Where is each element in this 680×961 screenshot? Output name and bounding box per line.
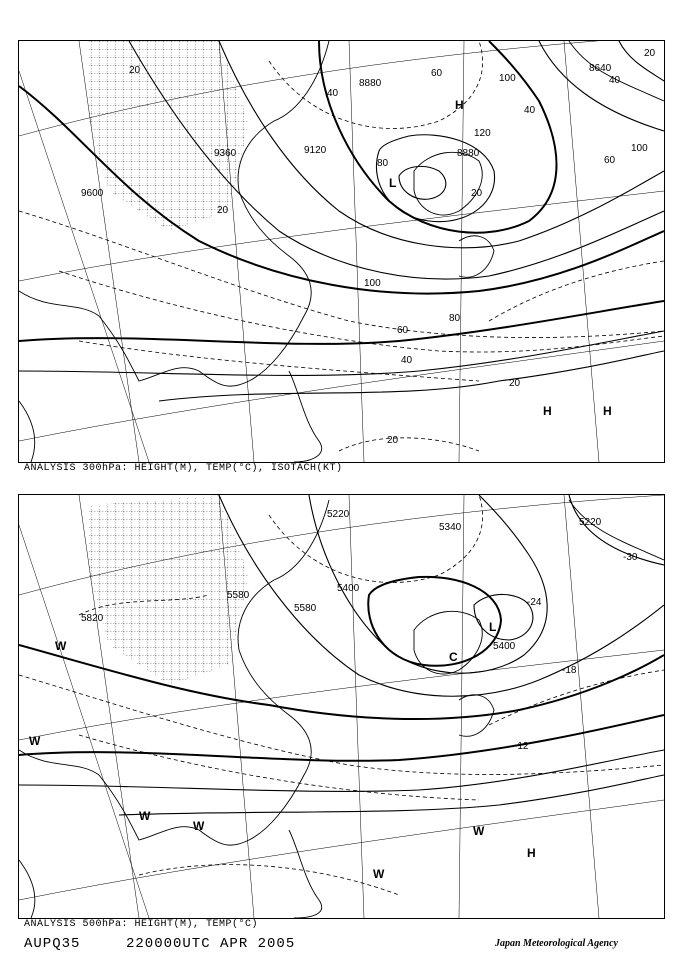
map-panel-300hpa <box>18 40 665 463</box>
isotach-label: 100 <box>631 143 648 154</box>
isotach-label: 20 <box>217 205 229 216</box>
height-label: 9120 <box>304 145 327 156</box>
high-center: H <box>527 846 536 860</box>
height-label: 5820 <box>81 613 104 624</box>
map-500hpa-svg <box>19 495 664 918</box>
isotach-label: 40 <box>401 355 413 366</box>
warm-center: W <box>29 734 41 748</box>
isotach-label: 60 <box>431 68 443 79</box>
isotach-label: 40 <box>609 75 621 86</box>
height-label: 5580 <box>294 603 317 614</box>
terrain-hatch <box>89 41 249 231</box>
isotach-label: 20 <box>129 65 141 76</box>
height-label: 8880 <box>457 148 480 159</box>
chart-code: AUPQ35 <box>24 936 81 952</box>
valid-time: 220000UTC APR 2005 <box>126 936 296 952</box>
caption-500hpa: ANALYSIS 500hPa: HEIGHT(M), TEMP(°C) <box>24 919 259 930</box>
terrain-hatch <box>89 495 249 685</box>
warm-center: W <box>373 867 385 881</box>
warm-center: W <box>473 824 485 838</box>
warm-center: W <box>55 639 67 653</box>
high-center: H <box>603 404 612 418</box>
height-label: 8640 <box>589 63 612 74</box>
height-label: 5220 <box>327 509 350 520</box>
height-label: 5400 <box>493 641 516 652</box>
temperature-labels <box>514 552 638 752</box>
isotherm-label: -18 <box>562 665 577 676</box>
isotach-label: 20 <box>471 188 483 199</box>
low-center: L <box>489 620 497 634</box>
agency-name: Japan Meteorological Agency <box>495 938 618 949</box>
height-label: 8880 <box>359 78 382 89</box>
isotach-label: 20 <box>387 435 399 446</box>
warm-center: W <box>139 809 151 823</box>
warm-center: W <box>193 819 205 833</box>
isotherm-label: -24 <box>527 597 542 608</box>
low-center: L <box>389 176 397 190</box>
isotach-label: 120 <box>474 128 491 139</box>
isotach-label: 20 <box>509 378 521 389</box>
height-label: 5580 <box>227 590 250 601</box>
height-label: 5220 <box>579 517 602 528</box>
height-label: 5340 <box>439 522 462 533</box>
isotach-label: 20 <box>644 48 656 59</box>
pressure-centers <box>389 98 612 418</box>
isotach-label: 60 <box>604 155 616 166</box>
isotherm-label: -12 <box>514 741 529 752</box>
high-center: H <box>543 404 552 418</box>
isotach-label: 100 <box>364 278 381 289</box>
isotach-label: 60 <box>397 325 409 336</box>
map-300hpa-svg <box>19 41 664 462</box>
height-label: 9360 <box>214 148 237 159</box>
isotach-label: 100 <box>499 73 516 84</box>
height-label: 9600 <box>81 188 104 199</box>
cold-center: C <box>449 650 458 664</box>
isotach-label: 80 <box>449 313 461 324</box>
high-center: H <box>455 98 464 112</box>
isotherm-label: -30 <box>623 552 638 563</box>
map-panel-500hpa <box>18 494 665 919</box>
isotach-label: 40 <box>524 105 536 116</box>
isotach-label: 40 <box>327 88 339 99</box>
isotach-label: 80 <box>377 158 389 169</box>
caption-300hpa: ANALYSIS 300hPa: HEIGHT(M), TEMP(°C), ISOTACH(KT) <box>24 463 343 474</box>
height-label: 5400 <box>337 583 360 594</box>
